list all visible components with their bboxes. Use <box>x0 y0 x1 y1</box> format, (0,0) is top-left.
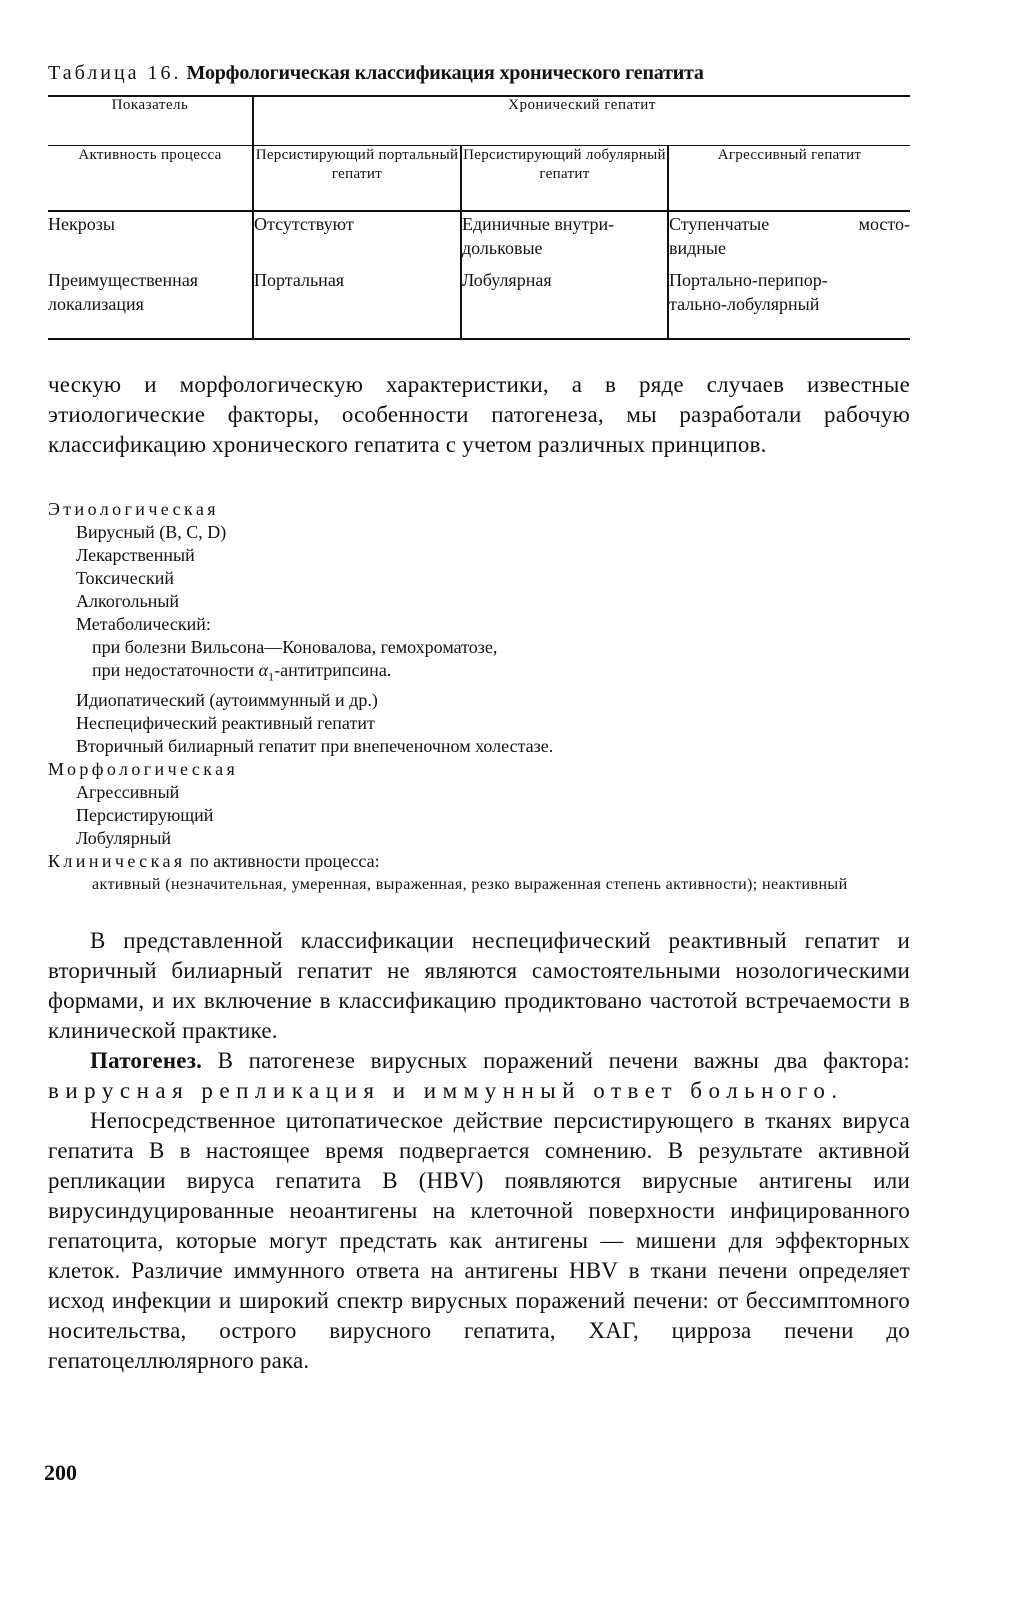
header-indicator: Показатель <box>48 96 253 146</box>
cell-text-line: видные <box>669 238 727 258</box>
cell-portal-localization: Портальная <box>253 260 461 339</box>
cell-lobular-localization: Лобулярная <box>461 260 668 339</box>
list-subitem: при болезни Вильсона—Коновалова, гемохроматозе, <box>92 637 498 657</box>
cell-text-line: Портально-перипор- <box>669 270 828 290</box>
working-classification <box>48 498 910 896</box>
pathogenesis-heading: Патогенез. <box>90 1047 203 1073</box>
cell-text-line: тально-лобулярный <box>669 294 820 314</box>
alpha-symbol <box>258 660 275 684</box>
cell-aggressive-necrosis <box>668 211 910 260</box>
subitem-text: -антитрипсина. <box>274 660 392 680</box>
list-item: Метаболический: <box>76 614 211 634</box>
table-caption <box>48 62 910 85</box>
list-item: Персистирующий <box>76 804 214 825</box>
table-subheader-row <box>48 146 910 212</box>
cell-text-line: Ступенчатые мосто- <box>669 214 911 234</box>
category-clinical-line <box>48 850 910 873</box>
cell-text-line: локализация <box>48 294 144 314</box>
header-persistent-lobular: Персистирующий лобулярный гепатит <box>461 146 668 212</box>
classification-table <box>48 95 910 340</box>
paragraph-classification-note: В представленной классификации неспецифический реактивный гепатит и вторичный билиарный гепатит не являются самостоятельными нозологическими формами, и их включение в классификацию продиктовано частотой встречаемости в клинической практике. <box>48 927 910 1043</box>
list-item: Идиопатический (аутоиммунный и др.) <box>76 689 378 710</box>
table-header-row <box>48 96 910 146</box>
intro-paragraph: ческую и морфологическую характеристики, а в ряде случаев известные этиологические факторы, особенности патогенеза, мы разработали рабочую классификацию хронического гепатита с учетом различных принципов. <box>48 372 910 457</box>
page-number: 200 <box>44 1460 77 1485</box>
table-caption-label: Таблица 16. <box>48 62 182 84</box>
table-row <box>48 260 910 339</box>
cell-aggressive-localization <box>668 260 910 339</box>
list-item: Алкогольный <box>76 591 180 611</box>
category-clinical: Клиническая <box>48 850 186 871</box>
list-item: Неспецифический реактивный гепатит <box>76 712 375 733</box>
header-activity: Активность процесса <box>48 146 253 212</box>
list-item: Лобулярный <box>76 827 172 848</box>
body-text <box>48 926 910 1376</box>
clinical-activity-detail: активный (незначительная, умеренная, выраженная, резко выраженная степень активности); неактивный <box>92 875 848 893</box>
list-subitem <box>48 659 910 689</box>
list-item: Агрессивный <box>76 781 180 802</box>
row-label-necrosis: Некрозы <box>48 214 115 234</box>
row-label-localization <box>48 260 253 339</box>
cell-text-line: Преимущественная <box>48 270 199 290</box>
list-item: Лекарственный <box>76 545 195 565</box>
list-item: Вирусный (B, C, D) <box>76 522 227 542</box>
category-morphological: Морфологическая <box>48 758 239 779</box>
clinical-suffix: по активности процесса: <box>185 850 380 871</box>
alpha-letter: α <box>258 660 269 680</box>
cell-text-line: дольковые <box>462 238 543 258</box>
list-item: Вторичный билиарный гепатит при внепеченочном холестазе. <box>76 735 554 756</box>
paragraph-cytopathic: Непосредственное цитопатическое действие персистирующего в тканях вируса гепатита В в настоящее время подвергается сомнению. В результате активной репликации вируса гепатита В (HBV) появляются вирусные антигены или вирусиндуцированные неоантигены на клеточной поверхности инфицированного гепатоцита, которые могут предстать как антигены — мишени для эффекторных клеток. Различие иммунного ответа на антигены HBV в ткани печени определяет исход инфекции и широкий спектр вирусных поражений печени: от бессимптомного носительства, острого вирусного гепатита, ХАГ, цирроза печени до гепатоцеллюлярного рака. <box>48 1107 910 1373</box>
pathogenesis-text: В патогенезе вирусных поражений печени важны два фактора: <box>202 1047 910 1073</box>
paragraph-pathogenesis <box>48 1046 910 1106</box>
header-aggressive: Агрессивный гепатит <box>668 146 910 212</box>
cell-lobular-necrosis <box>461 211 668 260</box>
table-row <box>48 211 910 260</box>
category-etiological: Этиологическая <box>48 499 219 519</box>
page-content <box>48 62 910 1376</box>
subitem-text: при недостаточности <box>92 660 259 680</box>
header-persistent-portal: Персистирующий портальный гепатит <box>253 146 461 212</box>
pathogenesis-emphasis: вирусная репликация и иммунный ответ больного. <box>48 1077 844 1103</box>
list-item: Токсический <box>76 568 175 588</box>
header-chronic-hepatitis: Хронический гепатит <box>253 96 910 146</box>
table-caption-title: Морфологическая классификация хронического гепатита <box>186 62 704 84</box>
cell-text-line: Единичные внутри- <box>462 214 615 234</box>
alpha-index: 1 <box>268 669 275 684</box>
cell-portal-necrosis: Отсутствуют <box>253 211 461 260</box>
